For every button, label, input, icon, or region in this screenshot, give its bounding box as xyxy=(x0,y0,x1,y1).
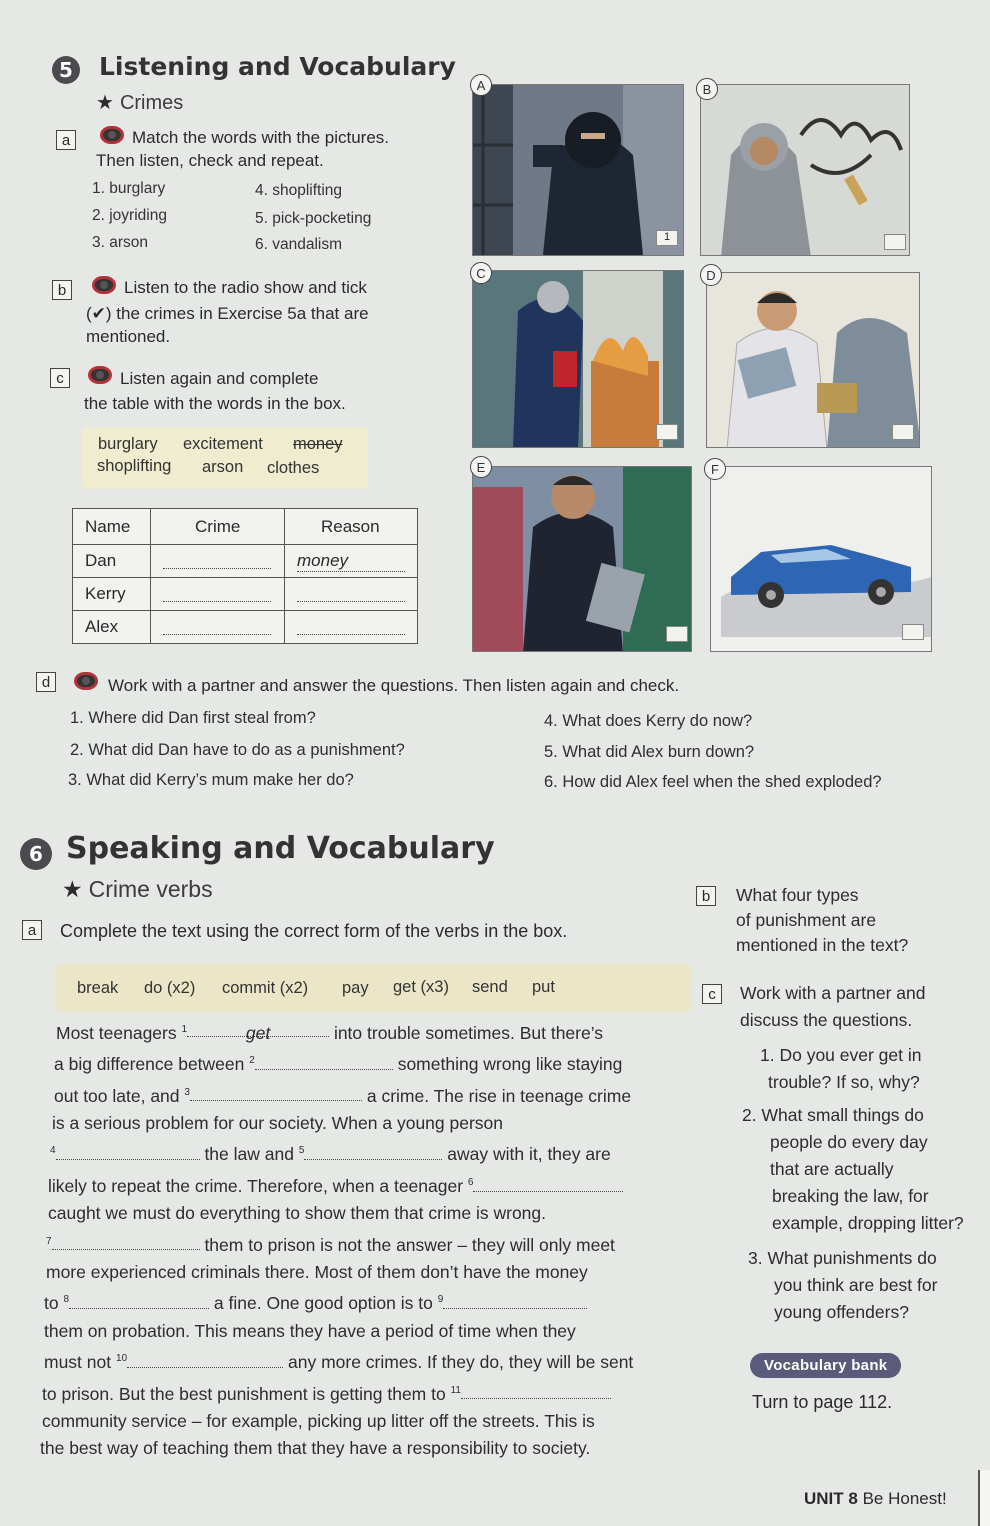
picture-label: A xyxy=(470,74,492,96)
picture-label: F xyxy=(704,458,726,480)
text-line: caught we must do everything to show them that crime is wrong. xyxy=(48,1203,547,1224)
text-line: community service – for example, picking up litter off the streets. This is xyxy=(42,1410,595,1431)
verb-box-item: get (x3) xyxy=(393,978,449,996)
word-box xyxy=(82,427,368,489)
discussion-question: 3. What punishments do you think are best for young offenders? xyxy=(748,1248,938,1322)
list-item: 1. burglary xyxy=(92,180,166,197)
unit-footer xyxy=(804,1489,947,1509)
verb-box-item: send xyxy=(472,978,508,996)
answer-blank[interactable]: get xyxy=(187,1020,329,1037)
verb-box-item: do (x2) xyxy=(144,979,196,997)
picture-label: B xyxy=(696,78,718,100)
word-box-item: burglary xyxy=(98,435,158,453)
answer-tag xyxy=(902,624,924,640)
question: 4. What does Kerry do now? xyxy=(544,712,753,730)
verb-box-item: break xyxy=(77,979,119,997)
table-header: Crime xyxy=(151,509,285,545)
star-icon: ★ xyxy=(96,92,114,114)
table-cell-blank[interactable] xyxy=(151,611,285,644)
text-line: $^7$ them to prison is not the answer – they will only meet xyxy=(46,1234,615,1255)
question: 1. Where did Dan first steal from? xyxy=(70,709,316,727)
list-item: 6. vandalism xyxy=(255,236,343,253)
answer-blank[interactable] xyxy=(473,1175,623,1192)
table-cell-name: Alex xyxy=(73,611,151,644)
shoplifting-illustration xyxy=(473,467,692,652)
exercise-instruction: Complete the text using the correct form of the verbs in the box. xyxy=(60,921,568,941)
pickpocket-illustration xyxy=(707,273,920,448)
graffiti-illustration xyxy=(701,85,910,256)
answer-blank[interactable] xyxy=(443,1292,587,1309)
exercise-instruction: Then listen, check and repeat. xyxy=(96,151,324,170)
picture-e-shoplifting xyxy=(472,466,692,652)
table-header: Reason xyxy=(285,509,418,545)
exercise-letter-box: b xyxy=(696,886,716,906)
word-list xyxy=(92,180,392,260)
picture-label: E xyxy=(470,456,492,478)
word-box-item: clothes xyxy=(267,459,320,477)
answer-blank[interactable] xyxy=(304,1143,442,1160)
exercise-letter-box: c xyxy=(702,984,722,1004)
list-item: 3. arson xyxy=(92,234,149,251)
table-cell-name: Dan xyxy=(73,545,151,578)
question: 6. How did Alex feel when the shed exploded? xyxy=(544,773,882,791)
question: 5. What did Alex burn down? xyxy=(544,743,755,761)
section-subtitle: ★ Crime verbs xyxy=(62,876,213,902)
unit-number: UNIT 8 xyxy=(804,1489,858,1508)
verb-box xyxy=(56,964,692,1012)
page-reference: Turn to page 112. xyxy=(752,1392,893,1412)
page-edge xyxy=(978,1470,990,1526)
text-line: likely to repeat the crime. Therefore, when a teenager $^6$ xyxy=(40,1169,700,1200)
text-line: Most teenagers $^1$ get into trouble sometimes. But there’s xyxy=(40,1016,700,1047)
word-box-item: arson xyxy=(202,458,244,476)
verb-box-item: commit (x2) xyxy=(222,979,309,997)
table-cell-blank[interactable] xyxy=(285,578,418,611)
question: 2. What did Dan have to do as a punishment? xyxy=(70,741,405,759)
table-row xyxy=(73,578,418,611)
arson-illustration xyxy=(473,271,684,448)
text-line: must not $^{10}$ any more crimes. If they do, they will be sent xyxy=(44,1352,634,1373)
answer-tag xyxy=(666,626,688,642)
crime-table xyxy=(72,508,418,644)
answer-blank[interactable] xyxy=(461,1382,611,1399)
exercise-instruction: Match the words with the pictures. xyxy=(132,128,390,147)
exercise-instruction: Listen to the radio show and tick xyxy=(124,278,367,297)
answer-blank[interactable] xyxy=(190,1084,362,1101)
verb-box-item: put xyxy=(532,978,555,996)
audio-icon[interactable] xyxy=(74,672,98,690)
vocabulary-bank-badge[interactable]: Vocabulary bank xyxy=(750,1353,901,1378)
word-box-item: excitement xyxy=(183,435,263,453)
table-cell-blank[interactable] xyxy=(285,611,418,644)
unit-title: Be Honest! xyxy=(862,1489,947,1508)
answer-blank[interactable] xyxy=(69,1292,209,1309)
exercise-instruction: (✔) the crimes in Exercise 5a that are xyxy=(86,304,369,323)
word-box-item: money xyxy=(293,435,343,453)
table-row xyxy=(73,611,418,644)
table-row xyxy=(73,545,418,578)
text-line: is a serious problem for our society. When a young person xyxy=(52,1112,504,1133)
exercise-instruction: What four types of punishment are mentioned in the text? xyxy=(736,885,909,955)
picture-b-vandalism xyxy=(700,84,910,256)
answer-tag xyxy=(884,234,906,250)
picture-c-arson xyxy=(472,270,684,448)
picture-a-burglary xyxy=(472,84,684,256)
list-item: 4. shoplifting xyxy=(255,182,343,199)
text-line: $^4$ the law and $^5$ away with it, they are xyxy=(50,1144,611,1165)
table-cell-name: Kerry xyxy=(73,578,151,611)
answer-blank[interactable] xyxy=(56,1143,200,1160)
audio-icon[interactable] xyxy=(100,126,124,144)
picture-label: C xyxy=(470,262,492,284)
audio-icon[interactable] xyxy=(88,366,112,384)
section-number-badge: 6 xyxy=(20,838,52,870)
exercise-letter-box: b xyxy=(52,280,72,300)
word-box-item: shoplifting xyxy=(97,457,172,475)
text-line: more experienced criminals there. Most of them don’t have the money xyxy=(46,1261,588,1282)
exercise-letter-box: c xyxy=(50,368,70,388)
discussion-question: 1. Do you ever get in trouble? If so, why? xyxy=(760,1045,922,1092)
answer-tag: 1 xyxy=(656,230,678,246)
text-line: a big difference between $^2$ something wrong like staying xyxy=(54,1054,623,1075)
exercise-instruction: Work with a partner and answer the questions. Then listen again and check. xyxy=(108,676,680,695)
list-item: 2. joyriding xyxy=(92,207,167,224)
star-icon: ★ xyxy=(62,876,83,902)
text-line: them on probation. This means they have a period of time when they xyxy=(44,1320,576,1341)
text-paragraph xyxy=(40,1016,700,1463)
section-number-badge: 5 xyxy=(52,56,80,84)
text-line: out too late, and $^3$ a crime. The rise in teenage crime xyxy=(54,1085,632,1106)
audio-icon[interactable] xyxy=(92,276,116,294)
answer-blank[interactable] xyxy=(255,1053,393,1070)
discussion-question: 2. What small things do people do every day that are actually breaking the law, for example, dropping litter? xyxy=(742,1105,964,1233)
picture-label: D xyxy=(700,264,722,286)
answer-tag xyxy=(656,424,678,440)
answer-blank[interactable] xyxy=(127,1351,283,1368)
answer-tag xyxy=(892,424,914,440)
exercise-instruction: Work with a partner and discuss the questions. xyxy=(740,983,926,1030)
exercise-instruction: the table with the words in the box. xyxy=(84,394,346,413)
answer-blank[interactable] xyxy=(52,1233,200,1250)
text-line: the best way of teaching them that they have a responsibility to society. xyxy=(40,1438,591,1459)
text-line: to prison. But the best punishment is getting them to $^{11}$ xyxy=(40,1377,700,1408)
exercise-letter-box: d xyxy=(36,672,56,692)
exercise-instruction: mentioned. xyxy=(86,327,171,346)
table-cell-reason: money xyxy=(285,545,418,578)
question: 3. What did Kerry’s mum make her do? xyxy=(68,771,354,789)
picture-d-pick-pocketing xyxy=(706,272,920,448)
burglar-illustration xyxy=(473,85,684,256)
list-item: 5. pick-pocketing xyxy=(255,210,372,227)
section-title: Listening and Vocabulary xyxy=(99,52,456,81)
exercise-instruction: Listen again and complete xyxy=(120,369,319,388)
exercise-letter-box: a xyxy=(56,130,76,150)
verb-box-item: pay xyxy=(342,979,369,997)
table-header: Name xyxy=(73,509,151,545)
exercise-letter-box: a xyxy=(22,920,42,940)
table-cell-blank[interactable] xyxy=(151,545,285,578)
section-title: Speaking and Vocabulary xyxy=(66,831,495,866)
car-illustration xyxy=(711,467,932,652)
table-cell-blank[interactable] xyxy=(151,578,285,611)
section-subtitle: ★ Crimes xyxy=(96,92,184,114)
text-line: to $^8$ a fine. One good option is to $^9$ xyxy=(40,1286,700,1317)
picture-f-joyriding xyxy=(710,466,932,652)
